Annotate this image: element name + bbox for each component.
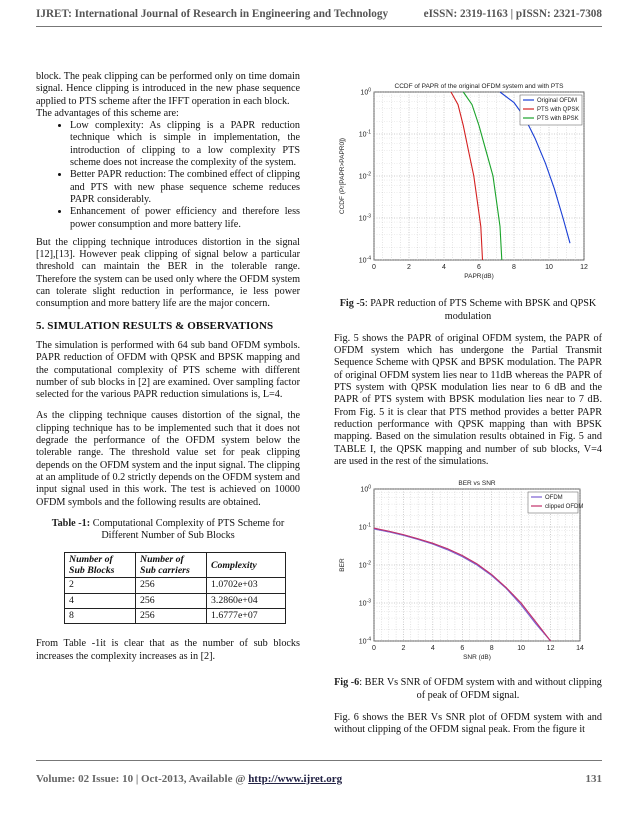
y-tick-label: $10^0$ [360,484,371,494]
table-header: Complexity [207,553,286,578]
x-tick-label: 10 [545,264,553,271]
list-item: • Enhancement of power efficiency and therefore less power consumption and more battery life. [70,206,300,231]
fig5-ccdf-chart [334,80,602,290]
list-item: • Better PAPR reduction: The combined effect of clipping and PTS with new phase sequence scheme reduces PAPR considerably. [70,169,300,206]
legend-label: clipped OFDM [545,504,584,511]
table-row [65,593,286,608]
y-tick-label: $10^{-3}$ [358,598,371,608]
fig6-caption [334,677,602,702]
page-footer [36,773,602,785]
page-number: 131 [585,773,602,785]
table-row [65,578,286,593]
x-tick-label: 2 [407,264,411,271]
x-tick-label: 8 [489,645,494,653]
x-tick-label: 6 [477,264,481,271]
list-item: • Low complexity: As clipping is a PAPR reduction technique which is simple in implementation, the introduction of clipping to a low complexity PTS scheme does not increase the complexity of the system. [70,120,300,169]
footer-volume [36,773,342,785]
right-column [334,80,602,746]
paragraph: From Table -1it is clear that as the number of sub blocks increases the complexity increases as in [2]. [36,638,300,662]
paragraph: Fig. 5 shows the PAPR of original OFDM system, the PAPR of OFDM system which has undergone the Partial Transmit Sequence Scheme with QPSK and BPSK modulation. The PAPR of original OFDM system lies near to 11dB whereas the PAPR of PTS system with QPSK modulation lies near to 6 dB and the PAPR of PTS system with BPSK modulation lies near to 7 dB. From Fig. 5 it is clear that PTS method provides a better PAPR reduction performance with QPSK mapping than with BPSK mapping. Based on the simulation results obtained in Fig. 5 and TABLE I, the QPSK mapping and number of sub blocks, V=4 are used in the rest of the simulations. [334,332,602,467]
table-caption [36,518,300,543]
fig5-caption-text: : PAPR reduction of PTS Scheme with BPSK and QPSK modulation [364,298,597,322]
paragraph: But the clipping technique introduces distortion in the signal [12],[13]. However peak clipping of signal below a particular threshold can maintain the BER in the tolerable range. Therefore the system can be used only where the OFDM system can tolerate slight reduction in performance, ie less power consumption and more battery life are the major concern. [36,236,300,310]
y-tick-label: $10^{-2}$ [358,171,371,181]
page-header [36,8,602,20]
table-row [65,608,286,623]
y-tick-label: $10^{-4}$ [358,636,371,646]
chart-title: CCDF of PAPR of the original OFDM system and with PTS [394,83,564,90]
legend-label: Original OFDM [537,98,578,104]
y-tick-label: $10^{-1}$ [358,522,371,532]
footer-volume-text: Volume: 02 Issue: 10 | Oct-2013, Available @ [36,773,249,785]
y-tick-label: $10^{-2}$ [358,560,371,570]
paragraph: As the clipping technique causes distortion of the signal, the clipping technique has to be implemented such that it does not degrade the performance of the OFDM system below the tolerable range. The threshold value set for peak clipping depends on the OFDM system and the input signal. The clipping at an amplitude of 0.2 strictly depends on the OFDM system and input signal used in this work. The test is achieved on 10000 OFDM symbols and the following results are obtained. [36,410,300,508]
x-tick-label: 4 [442,264,446,271]
footer-link[interactable]: http://www.ijret.org [248,773,343,785]
header-rule [36,26,602,27]
x-tick-label: 8 [512,264,516,271]
x-tick-label: 0 [372,264,376,271]
table-cell: 1.6777e+07 [207,608,286,623]
x-axis-label: PAPR(dB) [464,273,494,280]
table-cell: 256 [136,593,207,608]
journal-title: IJRET: International Journal of Research in Engineering and Technology [36,8,389,20]
table-cell: 4 [65,593,136,608]
fig5-caption [334,298,602,323]
x-tick-label: 10 [517,645,526,653]
x-tick-label: 2 [401,645,406,653]
table-cell: 8 [65,608,136,623]
table-header: Number of Sub carriers [136,553,207,578]
complexity-table [64,552,286,624]
paragraph: The simulation is performed with 64 sub band OFDM symbols. PAPR reduction of OFDM with QPSK and BPSK mapping and the computational complexity of PTS scheme with different number of sub blocks in [2] are examined. Over sampling factor selected for the various PAPR reduction simulations is, L=4. [36,339,300,401]
x-tick-label: 6 [460,645,465,653]
x-tick-label: 14 [576,645,584,653]
x-tick-label: 0 [372,645,376,653]
table-cell: 3.2860e+04 [207,593,286,608]
table-cell: 2 [65,578,136,593]
table-caption-text: Computational Complexity of PTS Scheme for Different Number of Sub Blocks [90,517,285,542]
y-tick-label: $10^0$ [360,87,371,97]
x-tick-label: 4 [430,645,435,653]
fig6-label: Fig -6 [334,677,360,689]
legend-label: OFDM [545,495,563,502]
left-column [36,71,300,672]
y-tick-label: $10^{-4}$ [358,255,371,265]
chart-title: BER vs SNR [458,480,496,488]
table-header: Number of Sub Blocks [65,553,136,578]
section-heading: 5. SIMULATION RESULTS & OBSERVATIONS [36,319,274,332]
y-tick-label: $10^{-3}$ [358,213,371,223]
y-axis-label: BER [339,558,346,572]
paragraph: block. The peak clipping can be performed only on time domain signal. Hence clipping is introduced in the new phase sequence applied to PTS scheme after the IFFT operation in each block. [36,71,300,107]
fig6-ber-chart [334,477,602,669]
footer-rule [36,760,602,761]
legend-label: PTS with BPSK [537,116,579,122]
table-cell: 256 [136,578,207,593]
paragraph: The advantages of this scheme are: [36,107,179,119]
y-tick-label: $10^{-1}$ [358,129,371,139]
advantages-list [36,120,300,231]
table-label: Table -1: [51,517,91,529]
legend-label: PTS with QPSK [537,107,580,113]
issn: eISSN: 2319-1163 | pISSN: 2321-7308 [423,8,602,20]
x-tick-label: 12 [546,645,555,653]
fig5-label: Fig -5 [339,298,365,310]
fig6-caption-text: : BER Vs SNR of OFDM system with and without clipping of peak of OFDM signal. [359,677,602,701]
x-tick-label: 12 [580,264,588,271]
paragraph: Fig. 6 shows the BER Vs SNR plot of OFDM system with and without clipping of the OFDM signal peak. From the figure it [334,712,602,736]
y-axis-label: CCDF (Pr[PAPR>PAPR0]) [339,137,346,215]
x-axis-label: SNR (dB) [463,654,491,662]
table-cell: 1.0702e+03 [207,578,286,593]
table-cell: 256 [136,608,207,623]
